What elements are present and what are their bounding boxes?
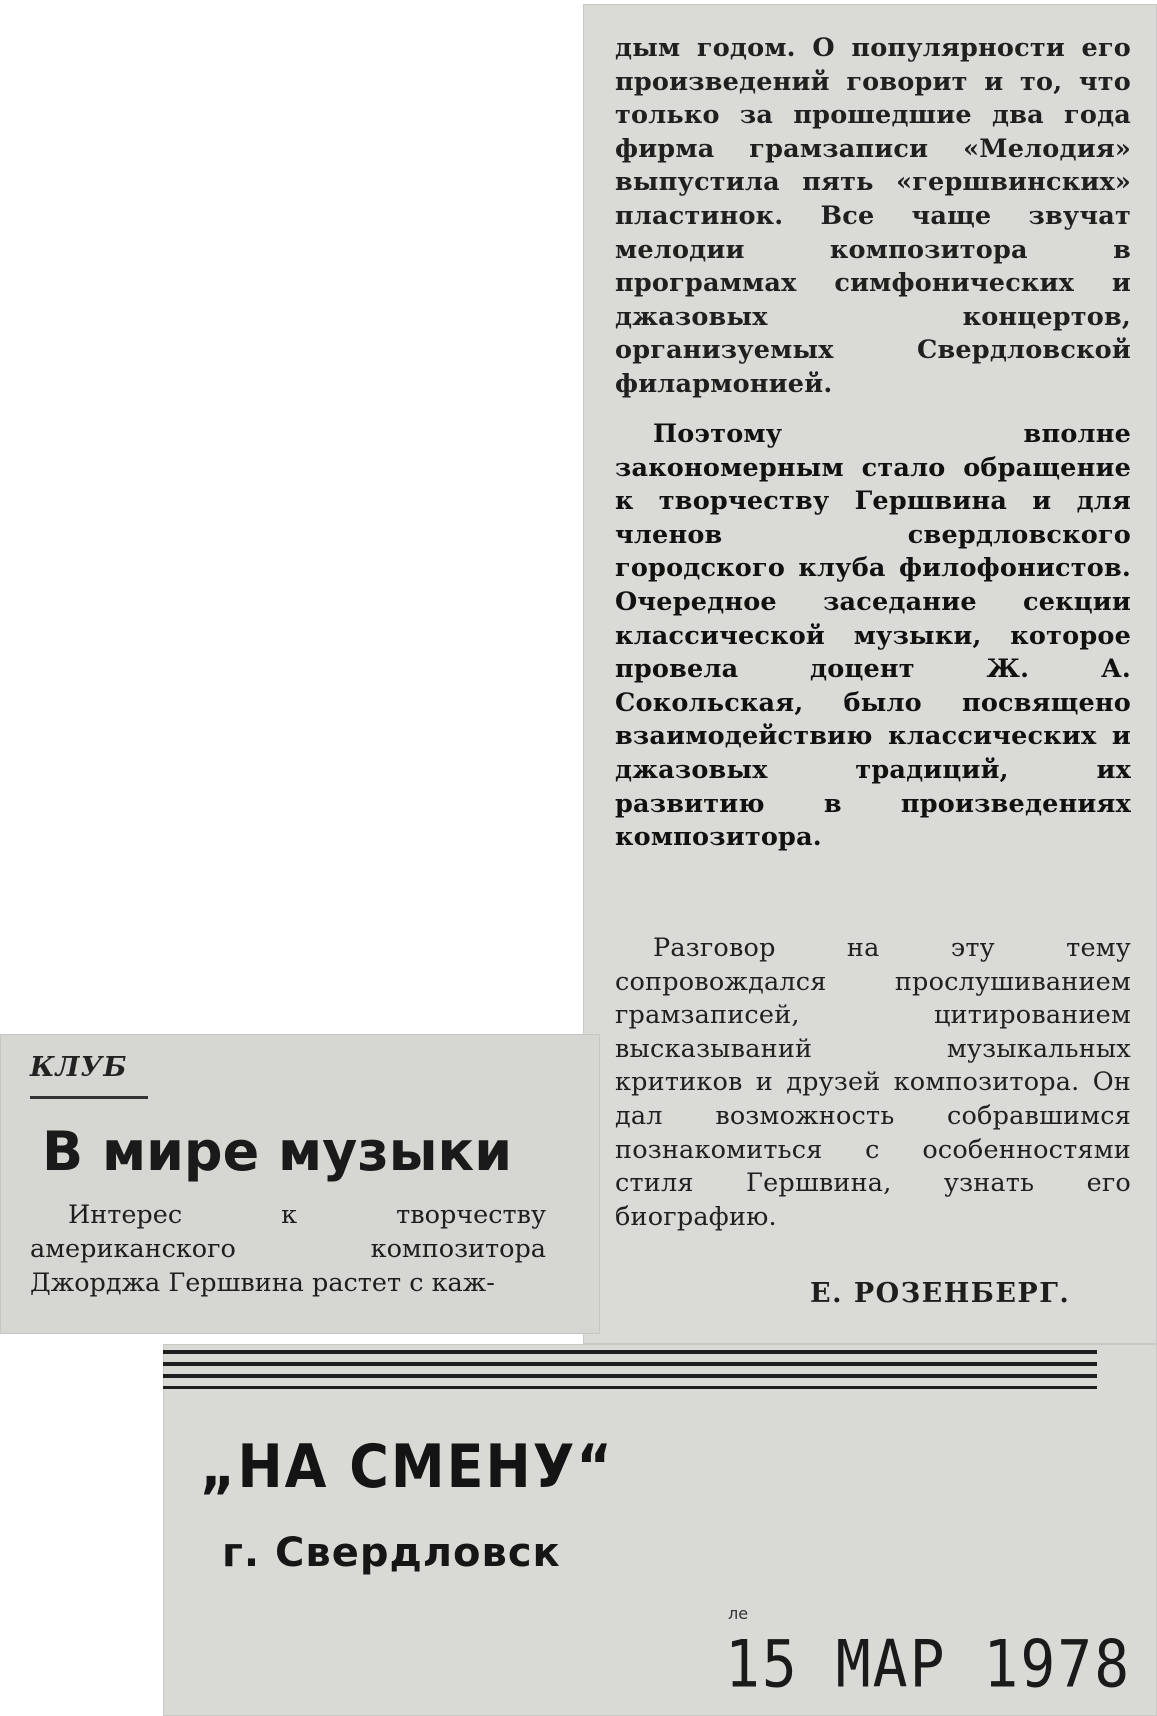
date-stamp: 15 МАР 1978 [725, 1626, 1132, 1703]
divider-line [163, 1386, 1097, 1389]
author-signature: Е. РОЗЕНБЕРГ. [810, 1278, 1071, 1309]
divider-line [163, 1362, 1097, 1366]
article-intro [30, 1198, 546, 1300]
stamp-mark: ле [728, 1604, 749, 1623]
article-paragraph [615, 32, 1131, 402]
paragraph-text: Разговор на эту тему сопровождался прослушиванием грамзаписей, цитированием высказываний музыкальных критиков и друзей композитора. Он дал возможность собравшимся познакомиться с особенностями стиля Гершвина, узнать его биографию. [615, 933, 1131, 1232]
rubric-underline [30, 1096, 148, 1099]
paragraph-text: Поэтому вполне закономерным стало обращение к творчеству Гершвина и для членов свердловского городского клуба филофонистов. Очередное заседание секции классической музыки, которое провела доцент Ж. А. Сокольская, было посвящено взаимодействию классических и джазовых традиций, их развитию в произведениях композитора. [615, 419, 1131, 853]
intro-text: Интерес к творчеству американского композитора Джорджа Гершвина растет с каж- [30, 1200, 546, 1298]
article-paragraph [615, 418, 1131, 855]
divider-line [163, 1374, 1097, 1378]
rubric-label: КЛУБ [30, 1052, 128, 1083]
divider-line [163, 1350, 1097, 1354]
publication-name-stamp: „НА СМЕНУ“ [200, 1432, 614, 1502]
paragraph-text: дым годом. О популярности его произведений говорит и то, что только за прошедшие два года фирма грамзаписи «Мелодия» выпустила пять «гершвинских» пластинок. Все чаще звучат мелодии композитора в программах симфонических и джазовых концертов, организуемых Свердловской филармонией. [615, 33, 1131, 399]
article-paragraph [615, 932, 1131, 1234]
article-headline: В мире музыки [42, 1120, 513, 1183]
publication-city-stamp: г. Свердловск [222, 1530, 561, 1576]
